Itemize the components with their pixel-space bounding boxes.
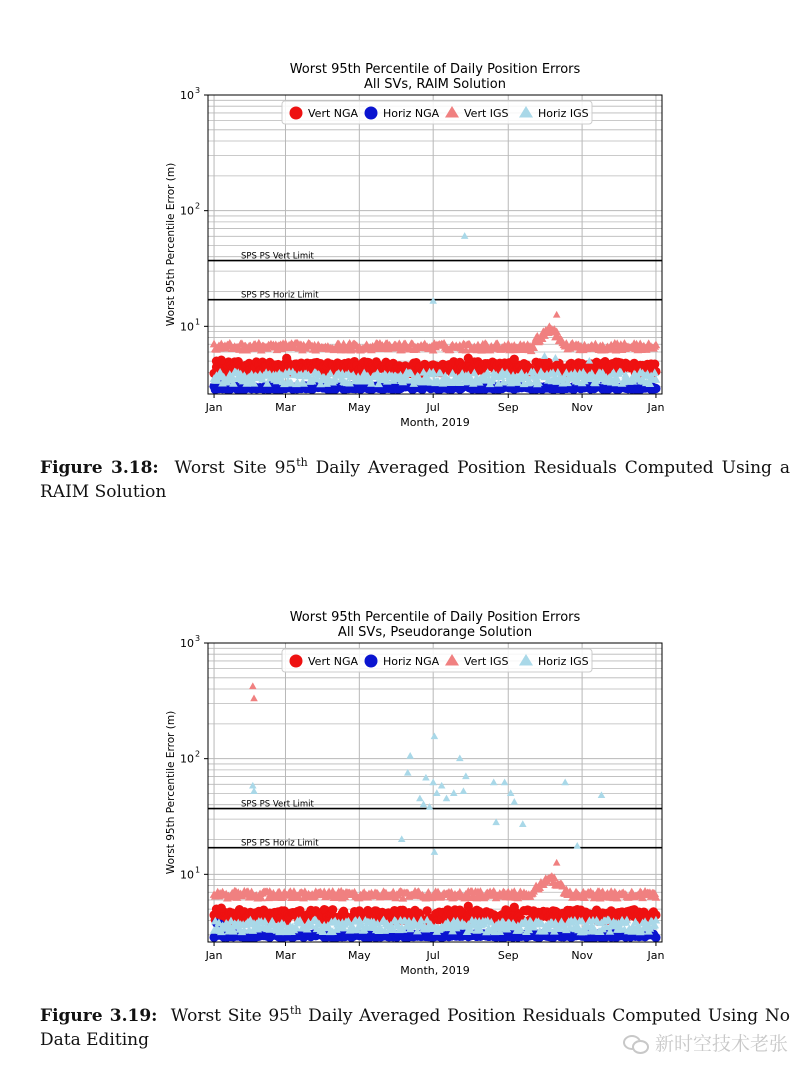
x-tick-label: Jan — [647, 401, 665, 414]
y-tick-exponent: 1 — [195, 865, 201, 875]
y-tick-exponent: 1 — [195, 317, 201, 327]
data-point — [416, 795, 424, 802]
data-point — [282, 354, 291, 363]
legend-label: Vert IGS — [464, 107, 509, 120]
data-point — [461, 232, 469, 239]
y-axis-label: Worst 95th Percentile Error (m) — [165, 710, 177, 875]
chart-title: Worst 95th Percentile of Daily Position Errors — [289, 610, 581, 625]
data-point — [431, 732, 439, 739]
data-point — [519, 820, 527, 827]
x-tick-label: Nov — [571, 949, 593, 962]
wechat-icon — [623, 1033, 649, 1053]
chart-pseudorange-solution — [0, 598, 802, 983]
legend-marker — [365, 107, 378, 120]
data-point — [462, 772, 470, 779]
reference-line-label: SPS PS Horiz Limit — [241, 290, 319, 301]
legend-label: Vert NGA — [308, 107, 359, 120]
data-point — [510, 903, 519, 912]
data-point — [501, 778, 509, 785]
data-point — [438, 782, 446, 789]
data-point — [426, 803, 434, 810]
data-point — [249, 782, 257, 789]
x-tick-label: Sep — [497, 401, 519, 414]
figure-3-19 — [0, 598, 802, 983]
caption-text: Worst Site 95 — [174, 458, 297, 478]
x-tick-label: Jan — [205, 401, 223, 414]
data-point — [561, 778, 569, 785]
legend-label: Horiz IGS — [538, 655, 589, 668]
data-point — [541, 352, 549, 359]
figure-3-18 — [0, 50, 802, 435]
x-tick-label: Mar — [275, 401, 296, 414]
legend-item — [290, 655, 359, 669]
watermark-text: 新时空技术老张 — [654, 1033, 788, 1055]
data-point — [420, 800, 428, 807]
data-point — [422, 774, 430, 781]
y-tick-label: 10 — [180, 204, 194, 218]
x-tick-label: Sep — [497, 949, 519, 962]
x-tick-label: Jul — [426, 949, 440, 962]
x-axis-label: Month, 2019 — [400, 416, 470, 429]
data-points — [209, 682, 660, 942]
x-axis-label: Month, 2019 — [400, 964, 470, 977]
data-point — [464, 902, 473, 911]
legend-label: Horiz NGA — [383, 107, 440, 120]
data-point — [553, 859, 561, 866]
legend-marker — [290, 655, 303, 668]
x-tick-label: May — [347, 401, 371, 414]
data-point — [552, 354, 560, 361]
x-tick-label: Mar — [275, 949, 296, 962]
data-point — [510, 355, 519, 364]
x-tick-label: Jan — [205, 949, 223, 962]
legend-marker — [365, 655, 378, 668]
data-point — [433, 789, 441, 796]
reference-line-label: SPS PS Vert Limit — [241, 251, 314, 262]
chart-subtitle: All SVs, Pseudorange Solution — [337, 625, 533, 640]
legend-label: Horiz NGA — [383, 655, 440, 668]
chart-raim-solution — [0, 50, 802, 435]
legend-label: Horiz IGS — [538, 107, 589, 120]
caption-text-rest: Daily Averaged Position Residuals Computed Using No Data Editing — [40, 1006, 790, 1050]
y-tick-label: 10 — [180, 89, 194, 102]
y-tick-exponent: 2 — [195, 749, 201, 759]
caption-superscript: th — [296, 456, 308, 469]
caption-superscript: th — [289, 1004, 302, 1017]
data-point — [443, 795, 451, 802]
data-point — [217, 356, 226, 365]
caption-label: Figure 3.18: — [40, 458, 159, 478]
data-point — [217, 904, 226, 913]
x-tick-label: Jan — [647, 949, 665, 962]
y-tick-label: 10 — [180, 868, 194, 882]
x-tick-label: May — [347, 949, 371, 962]
data-point — [553, 311, 561, 318]
data-point — [250, 694, 258, 701]
legend-item — [290, 107, 359, 121]
data-point — [490, 778, 498, 785]
x-tick-label: Nov — [571, 401, 593, 414]
data-point — [464, 354, 473, 363]
chart-title: Worst 95th Percentile of Daily Position Errors — [289, 62, 581, 77]
legend-label: Vert IGS — [464, 655, 509, 668]
data-point — [573, 842, 581, 849]
caption-text: Worst Site 95 — [170, 1006, 290, 1026]
caption-figure-3-18 — [40, 456, 790, 504]
data-point — [598, 791, 606, 798]
caption-text-rest: Daily Averaged Position Residuals Computed Using a RAIM Solution — [40, 458, 790, 502]
y-tick-exponent: 2 — [195, 201, 201, 211]
x-tick-label: Jul — [426, 401, 440, 414]
data-point — [398, 835, 406, 842]
y-tick-label: 10 — [180, 637, 194, 650]
reference-line-label: SPS PS Vert Limit — [241, 799, 314, 810]
data-point — [429, 778, 437, 785]
y-tick-exponent: 3 — [195, 634, 201, 643]
legend — [282, 649, 592, 672]
legend-marker — [290, 107, 303, 120]
data-point — [406, 752, 414, 759]
legend-label: Vert NGA — [308, 655, 359, 668]
y-tick-exponent: 3 — [195, 86, 201, 95]
legend — [282, 101, 592, 124]
chart-subtitle: All SVs, RAIM Solution — [364, 77, 506, 92]
data-point — [249, 682, 257, 689]
y-tick-label: 10 — [180, 752, 194, 766]
watermark — [623, 1029, 788, 1056]
caption-label: Figure 3.19: — [40, 1006, 158, 1026]
data-point — [511, 798, 519, 805]
y-axis-label: Worst 95th Percentile Error (m) — [165, 162, 177, 327]
data-point — [460, 787, 468, 794]
data-point — [456, 754, 464, 761]
data-point — [450, 789, 458, 796]
data-point — [431, 848, 439, 855]
reference-line-label: SPS PS Horiz Limit — [241, 838, 319, 849]
y-tick-label: 10 — [180, 320, 194, 334]
